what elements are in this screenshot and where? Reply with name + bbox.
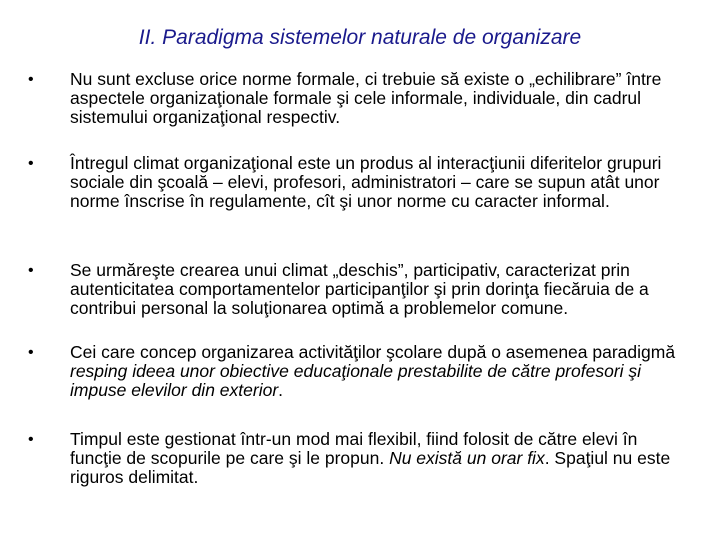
bullet-item-1 (28, 70, 688, 127)
bullet-marker: • (28, 344, 34, 361)
bullet-text: Se urmăreşte crearea unui climat „deschis”, participativ, caracterizat prin autenticitatea comportamentelor participanţilor şi prin dorinţa fiecăruia de a contribui personal la soluţionarea optimă a problemelor comune. (70, 260, 649, 318)
slide-title: II. Paradigma sistemelor naturale de organizare (138, 26, 582, 49)
bullet-text-end: . Spaţiul nu este riguros delimitat. (70, 448, 671, 487)
bullet-item-3 (28, 261, 688, 318)
bullet-text-italic: Nu există un orar fix (389, 448, 545, 468)
bullet-text-normal: Timpul este gestionat într-un mod mai flexibil, fiind folosit de către elevi în funcţie de scopurile pe care şi le propun. (70, 429, 638, 468)
bullet-item-5 (28, 430, 688, 487)
bullet-text-italic: resping ideea unor obiective educaţionale prestabilite de către profesori şi impuse elevilor din exterior (70, 361, 642, 400)
bullet-text: Nu sunt excluse orice norme formale, ci trebuie să existe o „echilibrare” între aspectele organizaţionale formale şi cele informale, individuale, din cadrul sistemului organizaţional respectiv. (70, 69, 662, 127)
bullet-text: Întregul climat organizaţional este un produs al interacţiunii diferitelor grupuri sociale din şcoală – elevi, profesori, administratori – care se supun atât unor norme înscrise în regulamente, cît şi unor norme cu caracter informal. (70, 153, 662, 211)
bullet-item-4 (28, 343, 688, 400)
bullet-text (70, 343, 688, 400)
bullet-item-2 (28, 154, 688, 211)
bullet-text-end: . (278, 380, 284, 400)
bullet-text-normal: Cei care concep organizarea activităţilor şcolare după o asemenea paradigmă (70, 342, 676, 362)
bullet-marker: • (28, 155, 34, 172)
bullet-text (70, 430, 688, 487)
bullet-marker: • (28, 71, 34, 88)
bullet-marker: • (28, 431, 34, 448)
bullet-marker: • (28, 262, 34, 279)
